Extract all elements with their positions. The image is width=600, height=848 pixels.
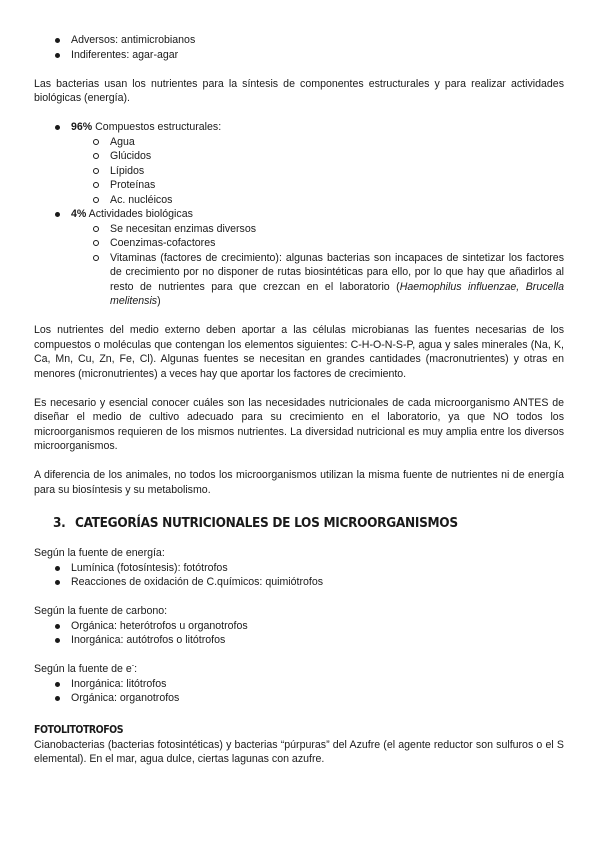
sublist-biologicas <box>71 222 564 309</box>
list-item-biologicas <box>71 207 564 309</box>
list-item: Glúcidos <box>110 149 564 164</box>
list-item: Coenzimas-cofactores <box>110 236 564 251</box>
label-fuente-electrones-text: Según la fuente de e <box>34 663 132 675</box>
list-item: Inorgánica: litótrofos <box>71 677 564 692</box>
subheading-fotolitotrofos: FOTOLITOTROFOS <box>34 723 123 736</box>
list-item: Orgánica: heterótrofos u organotrofos <box>71 619 564 634</box>
label-fuente-carbono: Según la fuente de carbono: <box>34 605 168 617</box>
percent-biologicas: 4% <box>71 208 87 220</box>
section-title: CATEGORÍAS NUTRICIONALES DE LOS MICROORGANISMOS <box>75 515 458 531</box>
list-item: Inorgánica: autótrofos o litótrofos <box>71 633 564 648</box>
list-item: Orgánica: organotrofos <box>71 691 564 706</box>
section-heading <box>34 514 564 532</box>
label-estructurales: Compuestos estructurales: <box>92 121 222 133</box>
list-item: Se necesitan enzimas diversos <box>110 222 564 237</box>
electron-superscript: - <box>131 662 135 670</box>
list-item: Agua <box>110 135 564 150</box>
document-page <box>34 33 564 767</box>
list-fuente-electrones <box>34 677 564 706</box>
label-fuente-energia: Según la fuente de energía: <box>34 547 165 559</box>
paragraph-nutrientes: Las bacterias usan los nutrientes para la síntesis de componentes estructurales y para realizar actividades biológicas (energía). <box>34 77 564 104</box>
vitaminas-species: Haemophilus influenzae, Brucella melitensis <box>110 280 564 307</box>
list-item: Proteínas <box>110 178 564 193</box>
paragraph-fotolitotrofos: Cianobacterias (bacterias fotosintéticas) y bacterias “púrpuras” del Azufre (el agente reductor son sulfuros o el S elemental). En el mar, agua dulce, ciertas lagunas con azufre. <box>34 738 564 765</box>
paragraph-necesario: Es necesario y esencial conocer cuáles son las necesidades nutricionales de cada microorganismo ANTES de diseñar el medio de cultivo adecuado para su crecimiento en el laboratorio, ya que NO todos los microorganismos requieren de los mismos nutrientes. La diversidad nutricional es muy amplia entre los diversos microorganismos. <box>34 396 564 452</box>
paragraph-medio-externo: Los nutrientes del medio externo deben aportar a las células microbianas las fuentes necesarias de los compuestos o moléculas que contengan los elementos siguientes: C-H-O-N-S-P, agua y sales minerales (Na, K, Ca, Mn, Cu, Zn, Fe, Cl). Algunas fuentes se necesitan en grandes cantidades (macronutrientes) y otras en menores (micronutrientes) a veces hay que aportar los factores de crecimiento. <box>34 324 564 380</box>
section-number: 3. <box>53 515 66 531</box>
list-item: Reacciones de oxidación de C.químicos: quimiótrofos <box>71 575 564 590</box>
list-item-estructurales <box>71 120 564 207</box>
label-fuente-electrones <box>34 662 564 677</box>
vitaminas-close: ) <box>157 295 161 307</box>
list-item: Lumínica (fotosíntesis): fotótrofos <box>71 561 564 576</box>
list-item: Adversos: antimicrobianos <box>71 33 564 48</box>
label-colon: : <box>134 663 138 675</box>
list-item: Ac. nucléicos <box>110 193 564 208</box>
sublist-estructurales <box>71 135 564 208</box>
list-item-vitaminas <box>110 251 564 309</box>
vitaminas-text: Vitaminas (factores de crecimiento): algunas bacterias son incapaces de sintetizar los factores de crecimiento por no disponer de rutas biosintéticas para ello, por lo que hay que añadirlos al resto de nutrientes para que crezcan en el laboratorio ( <box>110 251 564 293</box>
top-bullet-list <box>34 33 564 62</box>
percent-estructurales: 96% <box>71 121 93 133</box>
label-biologicas: Actividades biológicas <box>86 208 193 220</box>
composition-list <box>34 120 564 309</box>
list-fuente-carbono <box>34 619 564 648</box>
paragraph-animales: A diferencia de los animales, no todos los microorganismos utilizan la misma fuente de nutrientes ni de energía para su biosíntesis y su metabolismo. <box>34 469 564 496</box>
list-item: Indiferentes: agar-agar <box>71 48 564 63</box>
list-fuente-energia <box>34 561 564 590</box>
list-item: Lípidos <box>110 164 564 179</box>
